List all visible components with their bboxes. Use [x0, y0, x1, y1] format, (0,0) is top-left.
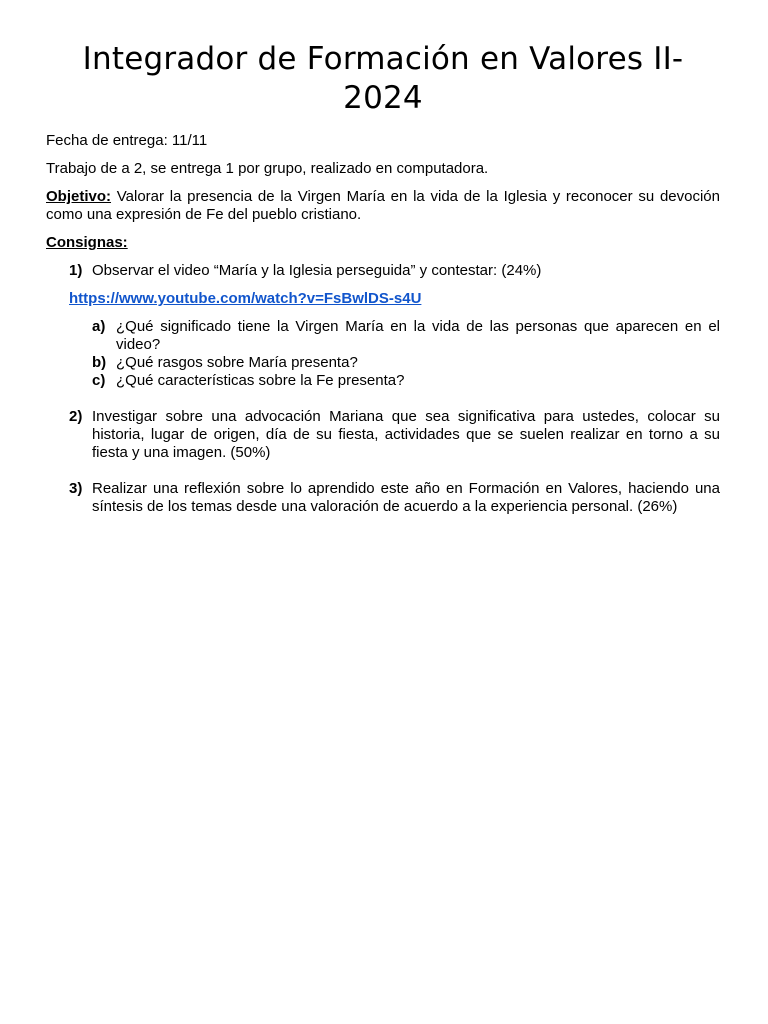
question-3	[69, 480, 720, 516]
objective-paragraph	[46, 188, 720, 224]
youtube-link[interactable]: https://www.youtube.com/watch?v=FsBwlDS-s4U	[69, 290, 422, 307]
subquestion-a	[92, 318, 720, 354]
question-number: 3)	[69, 480, 83, 497]
subquestion-text: ¿Qué significado tiene la Virgen María en la vida de las personas que aparecen en el video?	[116, 318, 720, 353]
subquestion-text: ¿Qué características sobre la Fe presenta?	[116, 372, 405, 389]
question-number: 1)	[69, 262, 83, 279]
objective-text: Valorar la presencia de la Virgen María en la vida de la Iglesia y reconocer su devoción como una expresión de Fe del pueblo cristiano.	[46, 188, 720, 223]
instructions-label: Consignas:	[46, 234, 128, 251]
subquestion-b	[92, 354, 720, 372]
document-title: Integrador de Formación en Valores II- 2024	[82, 41, 684, 116]
subquestion-list	[92, 318, 720, 390]
objective-label: Objetivo:	[46, 188, 112, 205]
instructions-heading	[46, 234, 720, 252]
group-note: Trabajo de a 2, se entrega 1 por grupo, realizado en computadora.	[46, 160, 489, 177]
subquestion-label: c)	[92, 372, 106, 389]
question-number: 2)	[69, 408, 83, 425]
subquestion-label: b)	[92, 354, 107, 371]
subquestion-label: a)	[92, 318, 106, 335]
question-text: Realizar una reflexión sobre lo aprendido este año en Formación en Valores, haciendo una síntesis de los temas desde una valoración de acuerdo a la experiencia personal. (26%)	[92, 480, 720, 515]
question-text: Investigar sobre una advocación Mariana que sea significativa para ustedes, colocar su historia, lugar de origen, día de su fiesta, actividades que se suelen realizar en torno a su fiesta y una imagen. (50%)	[92, 408, 720, 461]
question-2	[69, 408, 720, 462]
subquestion-c	[92, 372, 720, 390]
due-date: Fecha de entrega: 11/11	[46, 132, 208, 149]
document-page	[46, 40, 720, 516]
question-1	[69, 262, 720, 280]
question-text: Observar el video “María y la Iglesia perseguida” y contestar: (24%)	[92, 262, 542, 279]
subquestion-text: ¿Qué rasgos sobre María presenta?	[116, 354, 358, 371]
